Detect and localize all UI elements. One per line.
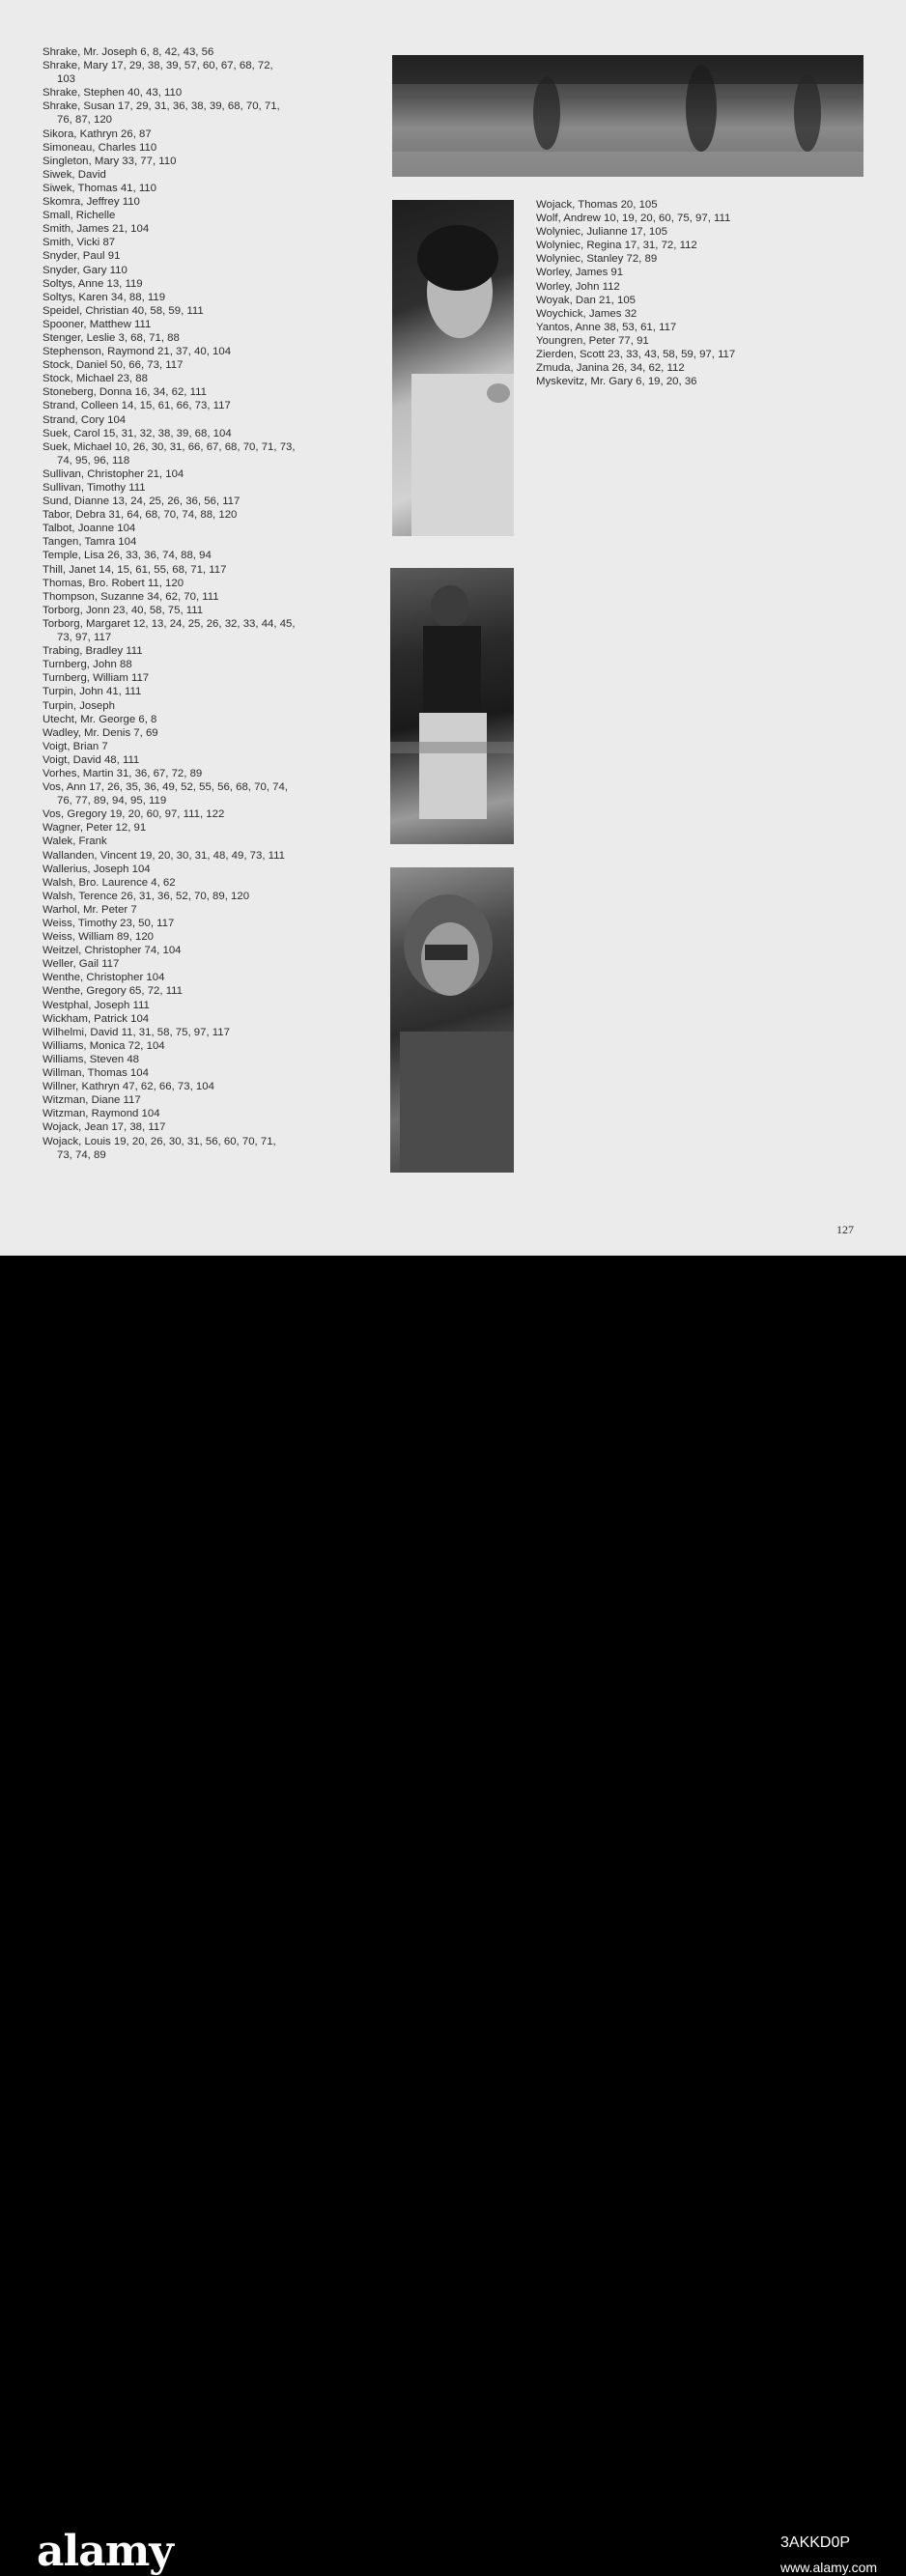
index-entry-text: Witzman, Diane 117 bbox=[42, 1094, 141, 1107]
index-entry bbox=[42, 917, 381, 930]
index-entry bbox=[42, 372, 381, 385]
index-entry bbox=[42, 644, 381, 658]
index-entry-text: Weiss, Timothy 23, 50, 117 bbox=[42, 918, 175, 929]
index-entry-continuation: 76, 87, 120 bbox=[57, 114, 113, 127]
index-entry-text: Wolyniec, Julianne 17, 105 bbox=[536, 226, 667, 239]
index-entry-continuation: 74, 95, 96, 118 bbox=[57, 454, 130, 467]
index-column-right bbox=[536, 198, 826, 388]
index-entry bbox=[42, 522, 381, 535]
index-entry bbox=[42, 1066, 381, 1080]
index-entry-text: Torborg, Jonn 23, 40, 58, 75, 111 bbox=[42, 604, 204, 616]
index-entry-text: Witzman, Raymond 104 bbox=[42, 1108, 160, 1120]
index-entry-text: Thill, Janet 14, 15, 61, 55, 68, 71, 117 bbox=[42, 563, 227, 576]
index-entry bbox=[42, 658, 381, 671]
index-entry-text: Woyak, Dan 21, 105 bbox=[536, 294, 636, 306]
index-entry bbox=[536, 280, 826, 294]
index-entry bbox=[42, 685, 381, 698]
index-column-left bbox=[42, 45, 381, 1162]
index-entry-text: Turnberg, William 117 bbox=[42, 672, 150, 685]
index-entry-text: Singleton, Mary 33, 77, 110 bbox=[42, 155, 177, 167]
index-entry bbox=[42, 195, 381, 209]
index-entry-text: Westphal, Joseph 111 bbox=[42, 999, 150, 1011]
index-entry bbox=[42, 467, 381, 481]
index-entry bbox=[42, 345, 381, 358]
index-entry bbox=[42, 835, 381, 848]
index-entry-text: Suek, Michael 10, 26, 30, 31, 66, 67, 68, 70, 71, 73, bbox=[42, 440, 296, 453]
index-entry bbox=[42, 890, 381, 903]
index-entry-text: Stock, Michael 23, 88 bbox=[42, 373, 148, 385]
index-entry-text: Sikora, Kathryn 26, 87 bbox=[42, 127, 152, 140]
index-entry bbox=[42, 318, 381, 331]
index-entry-text: Stoneberg, Donna 16, 34, 62, 111 bbox=[42, 386, 207, 399]
index-entry-text: Worley, James 91 bbox=[536, 267, 624, 279]
index-entry bbox=[42, 1080, 381, 1093]
index-entry bbox=[42, 399, 381, 412]
index-entry bbox=[42, 222, 381, 236]
index-entry bbox=[42, 1053, 381, 1066]
index-entry bbox=[536, 307, 826, 321]
index-entry-text: Wenthe, Gregory 65, 72, 111 bbox=[42, 985, 184, 998]
index-entry-text: Wojack, Thomas 20, 105 bbox=[536, 199, 658, 211]
index-entry-text: Skomra, Jeffrey 110 bbox=[42, 196, 140, 209]
index-entry-text: Willner, Kathryn 47, 62, 66, 73, 104 bbox=[42, 1081, 214, 1093]
index-entry bbox=[536, 361, 826, 375]
index-entry-text: Voigt, Brian 7 bbox=[42, 740, 108, 752]
index-entry bbox=[42, 876, 381, 890]
index-entry-text: Vos, Gregory 19, 20, 60, 97, 111, 122 bbox=[42, 808, 225, 821]
index-entry bbox=[42, 971, 381, 984]
index-entry bbox=[536, 294, 826, 307]
index-entry-text: Thomas, Bro. Robert 11, 120 bbox=[42, 577, 184, 589]
index-entry-text: Youngren, Peter 77, 91 bbox=[536, 334, 649, 347]
index-entry bbox=[42, 590, 381, 604]
index-entry-text: Suek, Carol 15, 31, 32, 38, 39, 68, 104 bbox=[42, 427, 232, 439]
index-entry bbox=[536, 348, 826, 361]
index-entry-text: Myskevitz, Mr. Gary 6, 19, 20, 36 bbox=[536, 376, 697, 388]
index-entry-continuation: 73, 74, 89 bbox=[57, 1148, 106, 1161]
index-entry-text: Vos, Ann 17, 26, 35, 36, 49, 52, 55, 56, 68, 70, 74, bbox=[42, 781, 288, 794]
index-entry bbox=[42, 236, 381, 249]
index-entry bbox=[42, 1120, 381, 1134]
index-entry-text: Worley, John 112 bbox=[536, 280, 620, 293]
index-entry-text: Wojack, Louis 19, 20, 26, 30, 31, 56, 60, 70, 71, bbox=[42, 1135, 276, 1147]
index-entry-text: Stock, Daniel 50, 66, 73, 117 bbox=[42, 359, 184, 372]
index-entry bbox=[42, 1026, 381, 1039]
index-entry bbox=[42, 277, 381, 291]
index-entry-text: Siwek, David bbox=[42, 168, 106, 181]
index-entry-text: Willman, Thomas 104 bbox=[42, 1067, 149, 1080]
index-entry bbox=[42, 753, 381, 767]
index-entry bbox=[42, 780, 381, 807]
page-number: 127 bbox=[836, 1223, 854, 1236]
index-entry bbox=[42, 671, 381, 685]
index-entry bbox=[42, 209, 381, 222]
index-entry-text: Trabing, Bradley 111 bbox=[42, 645, 143, 658]
index-entry-text: Siwek, Thomas 41, 110 bbox=[42, 182, 156, 194]
index-entry-text: Smith, James 21, 104 bbox=[42, 223, 150, 236]
index-entry bbox=[42, 249, 381, 263]
index-entry bbox=[42, 903, 381, 917]
index-entry-text: Weiss, William 89, 120 bbox=[42, 931, 154, 944]
index-entry bbox=[42, 182, 381, 195]
index-entry-text: Smith, Vicki 87 bbox=[42, 237, 116, 249]
index-entry bbox=[42, 807, 381, 821]
index-entry bbox=[536, 225, 826, 239]
index-entry bbox=[42, 141, 381, 155]
index-entry-continuation: 103 bbox=[57, 73, 76, 86]
index-entry-text: Temple, Lisa 26, 33, 36, 74, 88, 94 bbox=[42, 550, 212, 562]
index-entry-text: Small, Richelle bbox=[42, 210, 116, 222]
index-entry bbox=[42, 59, 381, 86]
student-portrait-photo bbox=[392, 200, 514, 536]
index-entry-text: Yantos, Anne 38, 53, 61, 117 bbox=[536, 321, 677, 333]
index-entry-text: Williams, Monica 72, 104 bbox=[42, 1039, 165, 1052]
index-entry-text: Turnberg, John 88 bbox=[42, 659, 132, 671]
index-entry bbox=[42, 1039, 381, 1053]
index-entry-text: Strand, Colleen 14, 15, 61, 66, 73, 117 bbox=[42, 400, 231, 412]
index-entry bbox=[42, 1135, 381, 1162]
index-entry bbox=[42, 1107, 381, 1120]
index-entry bbox=[42, 863, 381, 876]
index-entry-text: Weitzel, Christopher 74, 104 bbox=[42, 945, 182, 957]
index-entry-text: Sund, Dianne 13, 24, 25, 26, 36, 56, 117 bbox=[42, 495, 241, 508]
index-entry bbox=[42, 86, 381, 99]
index-entry-text: Sullivan, Christopher 21, 104 bbox=[42, 467, 184, 480]
index-entry-text: Torborg, Margaret 12, 13, 24, 25, 26, 32, 33, 44, 45, bbox=[42, 617, 296, 630]
index-entry-text: Williams, Steven 48 bbox=[42, 1053, 140, 1065]
image-id: 3AKKD0P bbox=[780, 2534, 851, 2551]
index-entry-text: Utecht, Mr. George 6, 8 bbox=[42, 713, 157, 725]
index-entry-text: Walsh, Bro. Laurence 4, 62 bbox=[42, 876, 176, 889]
index-entry bbox=[42, 549, 381, 562]
index-entry bbox=[536, 198, 826, 212]
index-entry-text: Wilhelmi, David 11, 31, 58, 75, 97, 117 bbox=[42, 1026, 230, 1038]
index-entry bbox=[42, 999, 381, 1012]
index-entry bbox=[42, 767, 381, 780]
brand-logo[interactable]: alamy bbox=[37, 2527, 173, 2576]
index-entry-text: Zierden, Scott 23, 33, 43, 58, 59, 97, 117 bbox=[536, 349, 736, 361]
index-entry-text: Spooner, Matthew 111 bbox=[42, 318, 152, 330]
index-entry-text: Weller, Gail 117 bbox=[42, 958, 120, 971]
index-entry-text: Wolyniec, Regina 17, 31, 72, 112 bbox=[536, 240, 697, 252]
index-entry-text: Shrake, Susan 17, 29, 31, 36, 38, 39, 68, 70, 71, bbox=[42, 100, 280, 113]
index-entry bbox=[42, 481, 381, 495]
index-entry-text: Turpin, Joseph bbox=[42, 699, 115, 712]
index-entry bbox=[42, 984, 381, 998]
index-entry-text: Soltys, Karen 34, 88, 119 bbox=[42, 291, 166, 303]
index-entry-text: Wallanden, Vincent 19, 20, 30, 31, 48, 49, 73, 111 bbox=[42, 849, 285, 862]
index-entry-text: Vorhes, Martin 31, 36, 67, 72, 89 bbox=[42, 767, 203, 779]
index-entry bbox=[42, 291, 381, 304]
index-entry bbox=[42, 617, 381, 644]
index-entry bbox=[42, 264, 381, 277]
site-url-link[interactable]: www.alamy.com bbox=[780, 2560, 878, 2575]
index-entry bbox=[42, 413, 381, 427]
index-entry-text: Shrake, Mary 17, 29, 38, 39, 57, 60, 67, 68, 72, bbox=[42, 60, 273, 72]
index-entry-text: Strand, Cory 104 bbox=[42, 413, 127, 426]
index-entry-text: Soltys, Anne 13, 119 bbox=[42, 277, 143, 290]
index-entry-continuation: 73, 97, 117 bbox=[57, 632, 112, 644]
index-entry bbox=[42, 699, 381, 713]
index-entry bbox=[536, 266, 826, 279]
index-entry bbox=[42, 563, 381, 577]
index-entry bbox=[42, 713, 381, 726]
index-entry bbox=[536, 239, 826, 252]
index-entry bbox=[42, 849, 381, 863]
index-entry-text: Wenthe, Christopher 104 bbox=[42, 972, 165, 984]
index-entry-text: Walek, Frank bbox=[42, 835, 107, 848]
index-entry-text: Snyder, Paul 91 bbox=[42, 250, 121, 263]
index-entry-continuation: 76, 77, 89, 94, 95, 119 bbox=[57, 795, 167, 807]
index-entry-text: Turpin, John 41, 111 bbox=[42, 686, 142, 698]
index-entry-text: Wallerius, Joseph 104 bbox=[42, 863, 151, 875]
index-entry bbox=[536, 212, 826, 225]
index-entry-text: Talbot, Joanne 104 bbox=[42, 523, 136, 535]
index-entry bbox=[42, 495, 381, 508]
index-entry-text: Shrake, Stephen 40, 43, 110 bbox=[42, 87, 183, 99]
index-entry-text: Voigt, David 48, 111 bbox=[42, 753, 140, 766]
index-entry bbox=[42, 821, 381, 835]
index-entry-text: Speidel, Christian 40, 58, 59, 111 bbox=[42, 304, 204, 317]
index-entry-text: Sullivan, Timothy 111 bbox=[42, 482, 146, 494]
index-entry bbox=[42, 535, 381, 549]
index-entry bbox=[536, 321, 826, 334]
index-entry bbox=[42, 168, 381, 182]
index-entry bbox=[42, 508, 381, 522]
index-entry-text: Wagner, Peter 12, 91 bbox=[42, 822, 147, 835]
index-entry bbox=[536, 252, 826, 266]
index-entry bbox=[42, 155, 381, 168]
index-entry bbox=[42, 45, 381, 59]
index-entry-text: Simoneau, Charles 110 bbox=[42, 141, 157, 154]
index-entry-text: Tangen, Tamra 104 bbox=[42, 536, 137, 549]
index-entry bbox=[42, 440, 381, 467]
index-entry-text: Wojack, Jean 17, 38, 117 bbox=[42, 1121, 166, 1134]
student-with-glasses-photo bbox=[390, 867, 514, 1173]
index-entry bbox=[42, 304, 381, 318]
index-entry-text: Thompson, Suzanne 34, 62, 70, 111 bbox=[42, 590, 219, 603]
index-entry-text: Wolyniec, Stanley 72, 89 bbox=[536, 253, 658, 266]
index-entry bbox=[42, 427, 381, 440]
index-entry-text: Stenger, Leslie 3, 68, 71, 88 bbox=[42, 331, 180, 344]
index-entry-text: Woychick, James 32 bbox=[536, 307, 637, 320]
index-entry bbox=[42, 385, 381, 399]
index-entry bbox=[536, 334, 826, 348]
index-entry bbox=[42, 99, 381, 127]
stock-watermark-footer bbox=[0, 1256, 906, 2576]
index-entry bbox=[42, 944, 381, 957]
index-entry-text: Shrake, Mr. Joseph 6, 8, 42, 43, 56 bbox=[42, 46, 214, 58]
index-entry-text: Wolf, Andrew 10, 19, 20, 60, 75, 97, 111 bbox=[536, 212, 731, 225]
index-entry bbox=[42, 358, 381, 372]
softball-action-photo bbox=[392, 55, 864, 177]
index-entry bbox=[42, 1093, 381, 1107]
index-entry-text: Wadley, Mr. Denis 7, 69 bbox=[42, 726, 158, 739]
yearbook-page bbox=[0, 0, 906, 1256]
index-entry-text: Zmuda, Janina 26, 34, 62, 112 bbox=[536, 362, 685, 375]
index-entry bbox=[42, 957, 381, 971]
index-entry-text: Wickham, Patrick 104 bbox=[42, 1012, 150, 1025]
index-entry bbox=[536, 375, 826, 388]
index-entry bbox=[42, 930, 381, 944]
index-entry-text: Snyder, Gary 110 bbox=[42, 264, 127, 276]
index-entry bbox=[42, 127, 381, 141]
football-player-photo bbox=[390, 568, 514, 844]
index-entry bbox=[42, 1012, 381, 1026]
index-entry bbox=[42, 331, 381, 345]
index-entry-text: Stephenson, Raymond 21, 37, 40, 104 bbox=[42, 346, 232, 358]
index-entry-text: Tabor, Debra 31, 64, 68, 70, 74, 88, 120 bbox=[42, 509, 238, 522]
index-entry bbox=[42, 740, 381, 753]
index-entry bbox=[42, 726, 381, 740]
index-entry-text: Walsh, Terence 26, 31, 36, 52, 70, 89, 120 bbox=[42, 890, 250, 902]
index-entry-text: Warhol, Mr. Peter 7 bbox=[42, 903, 137, 916]
index-entry bbox=[42, 577, 381, 590]
index-entry bbox=[42, 604, 381, 617]
